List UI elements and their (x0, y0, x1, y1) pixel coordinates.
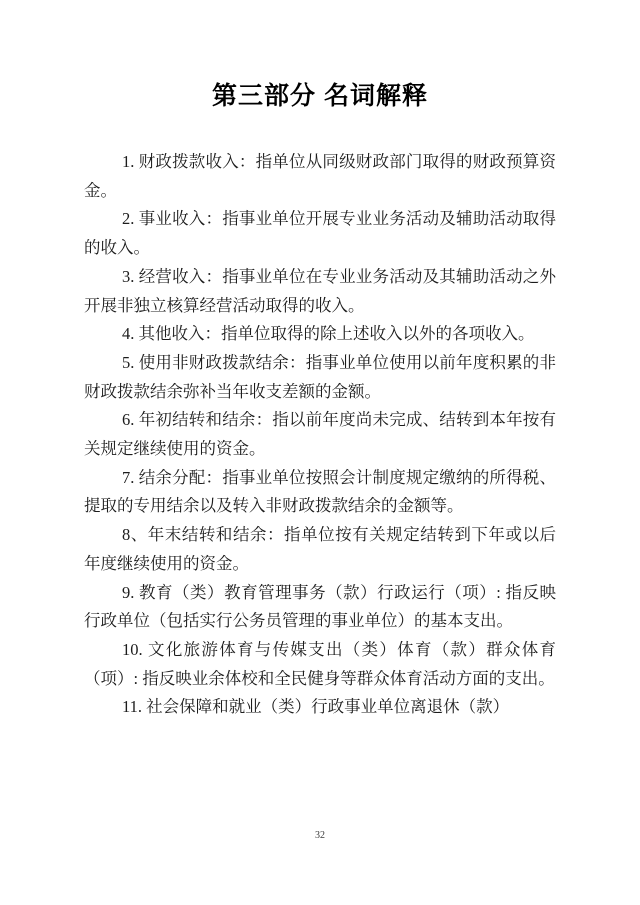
definition-paragraph-9: 9. 教育（类）教育管理事务（款）行政运行（项）: 指反映行政单位（包括实行公务员管理的事业单位）的基本支出。 (84, 582, 556, 631)
page-title: 第三部分 名词解释 (212, 82, 428, 110)
definition-paragraph-7: 7. 结余分配：指事业单位按照会计制度规定缴纳的所得税、提取的专用结余以及转入非财政拨款结余的金额等。 (84, 467, 556, 516)
definition-paragraph-8: 8、年末结转和结余：指单位按有关规定结转到下年或以后年度继续使用的资金。 (84, 525, 556, 573)
definition-paragraph-1: 1. 财政拨款收入：指单位从同级财政部门取得的财政预算资金。 (84, 152, 556, 200)
page-number: 32 (315, 830, 325, 841)
document-body (84, 148, 556, 722)
definition-paragraph-5: 5. 使用非财政拨款结余：指事业单位使用以前年度积累的非财政拨款结余弥补当年收支差额的金额。 (84, 352, 556, 401)
definition-paragraph-6: 6. 年初结转和结余：指以前年度尚未完成、结转到本年按有关规定继续使用的资金。 (84, 410, 556, 459)
definition-paragraph-4: 4. 其他收入：指单位取得的除上述收入以外的各项收入。 (122, 324, 535, 344)
definition-paragraph-3: 3. 经营收入：指事业单位在专业业务活动及其辅助活动之外开展非独立核算经营活动取得的收入。 (84, 266, 556, 315)
definition-paragraph-11: 11. 社会保障和就业（类）行政事业单位离退休（款） (122, 697, 510, 717)
definition-paragraph-2: 2. 事业收入：指事业单位开展专业业务活动及辅助活动取得的收入。 (84, 209, 556, 258)
definition-paragraph-10: 10. 文化旅游体育与传媒支出（类）体育（款）群众体育（项）: 指反映业余体校和全民健身等群众体育活动方面的支出。 (84, 639, 556, 688)
